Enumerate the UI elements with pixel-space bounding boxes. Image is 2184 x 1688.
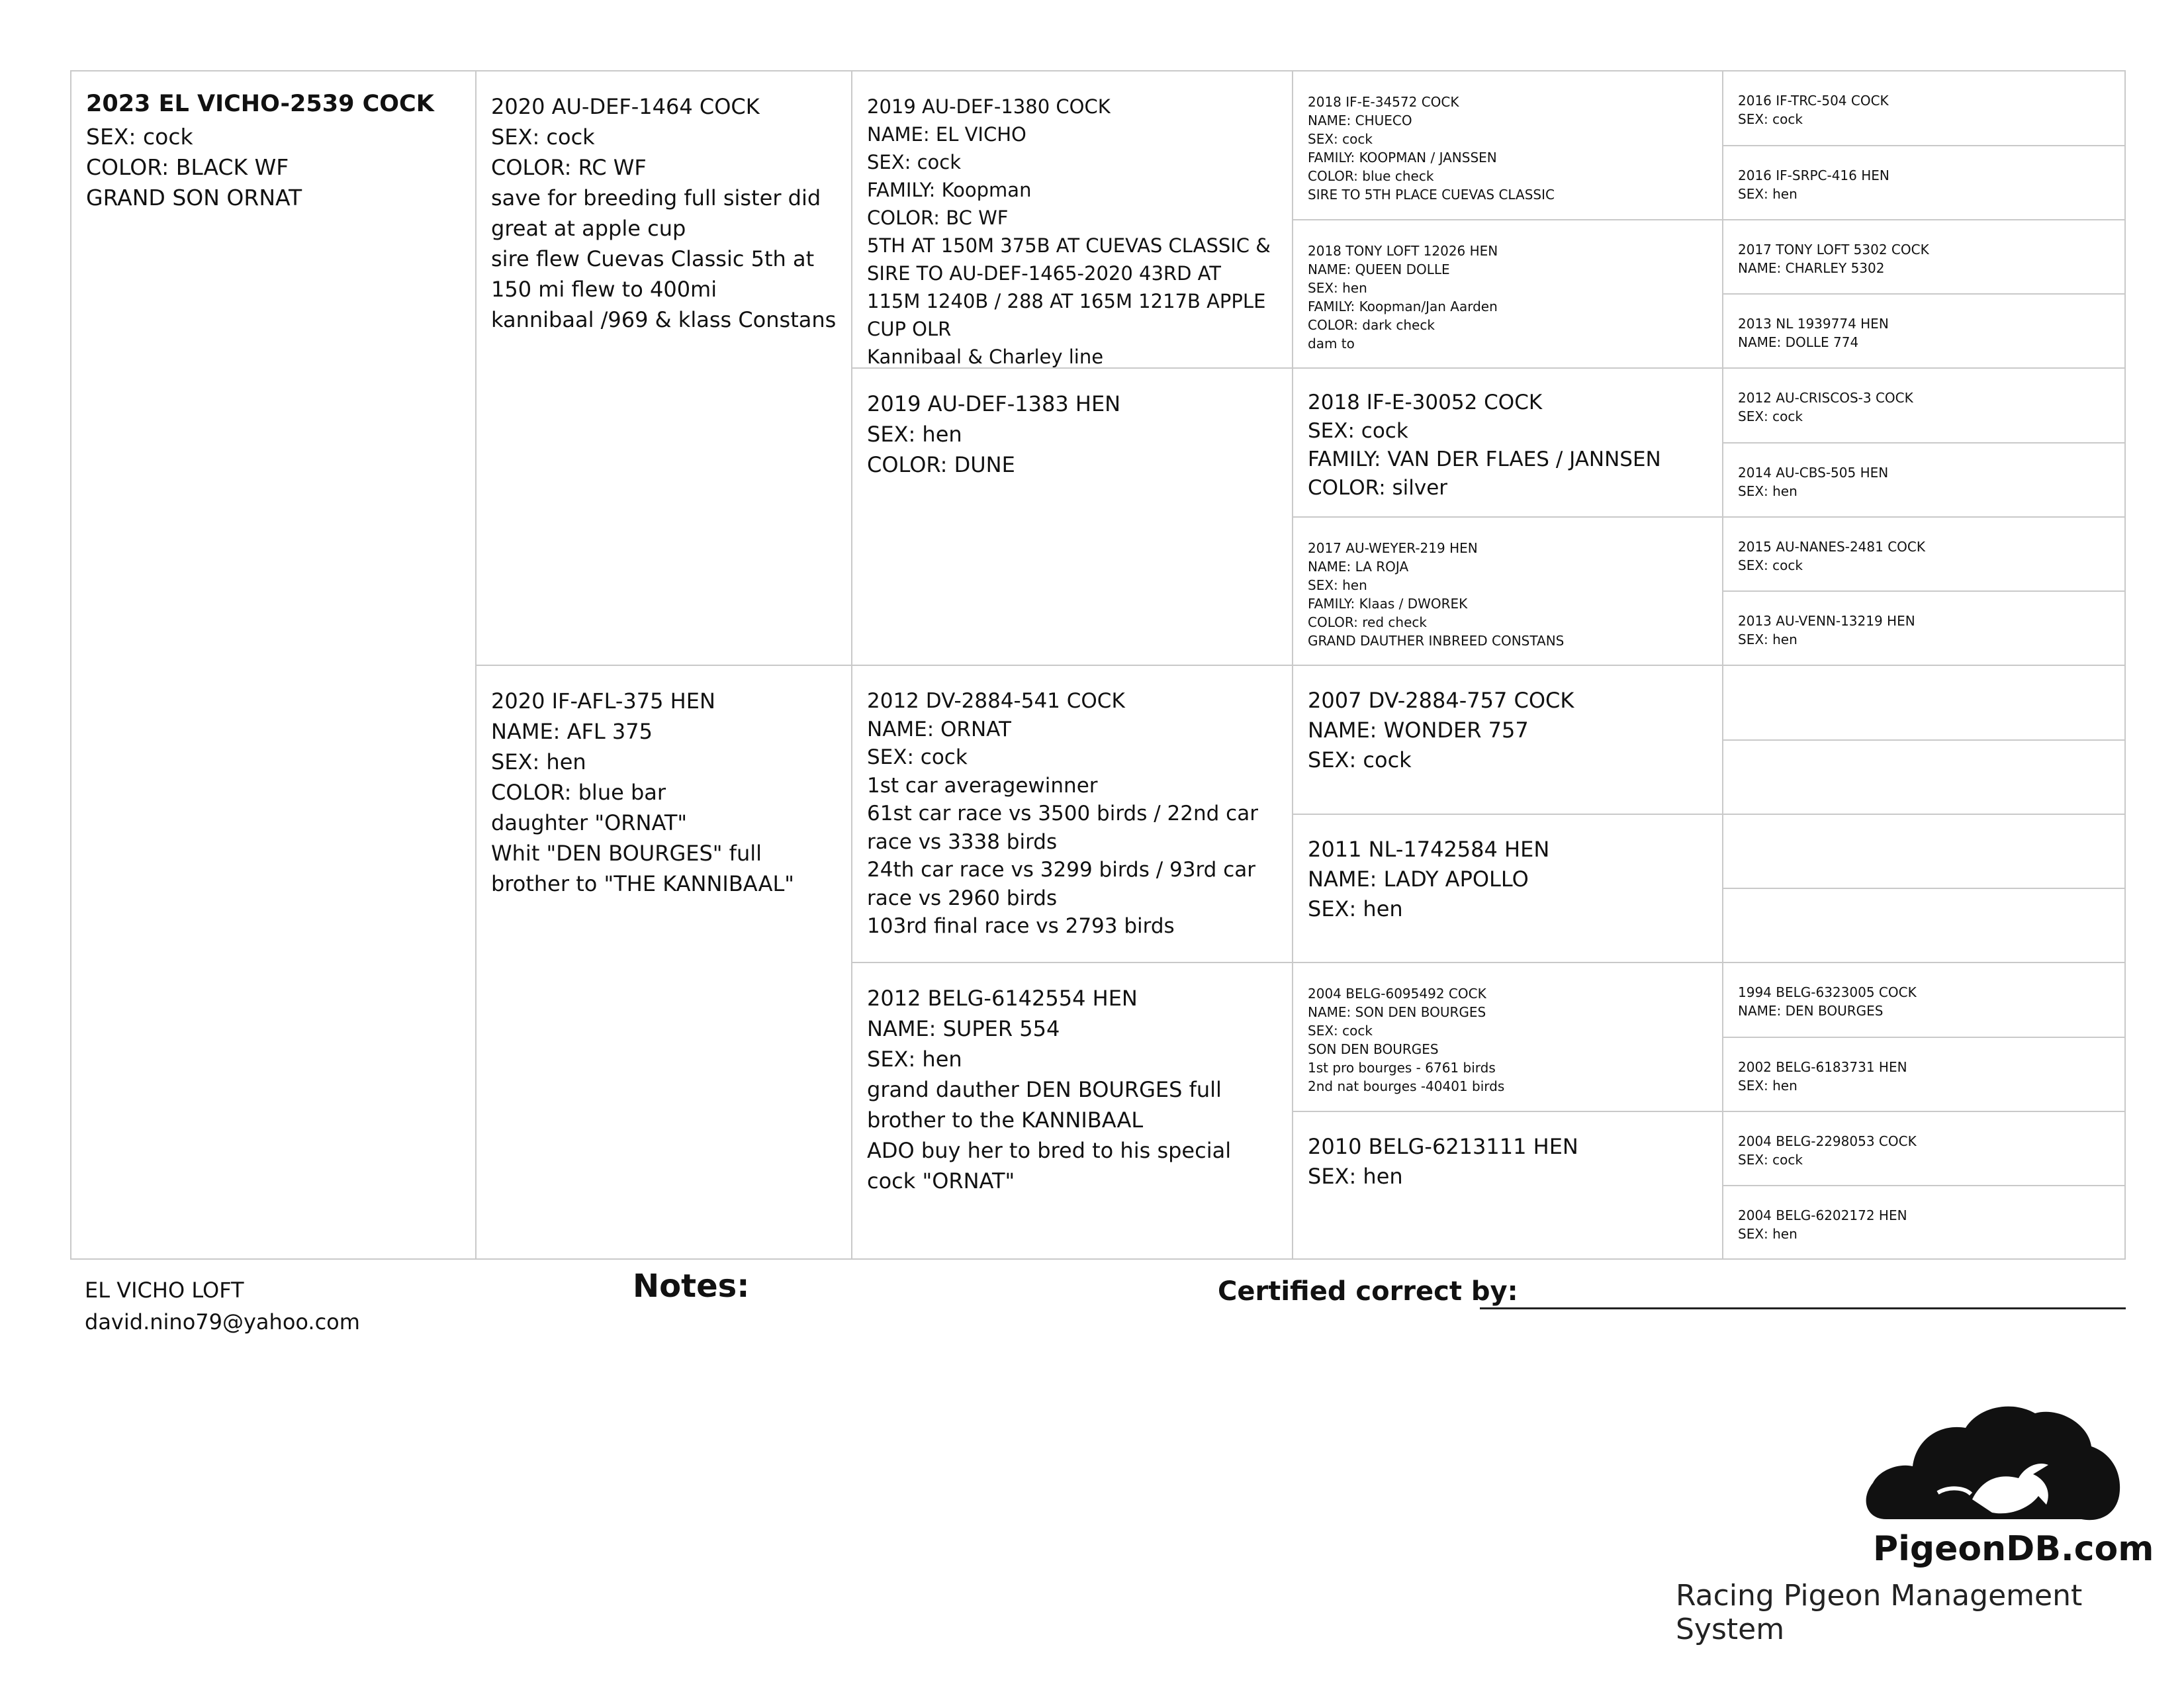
bird-line: SEX: cock <box>1738 1152 1803 1168</box>
dam-line: Whit "DEN BOURGES" full brother to "THE KANNIBAAL" <box>491 841 794 896</box>
subject-line: 2023 EL VICHO-2539 COCK <box>86 91 434 117</box>
bird-line: 1st pro bourges - 6761 birds <box>1308 1060 1496 1076</box>
bird-line: 103rd final race vs 2793 birds <box>867 914 1175 938</box>
bird-line: 2018 IF-E-30052 COCK <box>1308 391 1543 414</box>
bird-line: 2014 AU-CBS-505 HEN <box>1738 465 1889 481</box>
loft-email: david.nino79@yahoo.com <box>85 1309 360 1335</box>
bird-line: SEX: hen <box>1738 1078 1797 1094</box>
bird-line: SEX: hen <box>1308 896 1403 921</box>
dam-line: COLOR: blue bar <box>491 780 666 805</box>
signature-line <box>1480 1307 2126 1309</box>
gen4-cell <box>1723 444 2126 518</box>
bird-line: NAME: SUPER 554 <box>867 1016 1060 1041</box>
bird-line: SEX: cock <box>1308 1023 1373 1039</box>
gen4-cell <box>1723 592 2126 666</box>
bird-line: SEX: cock <box>1308 131 1373 147</box>
bird-line: dam to <box>1308 336 1355 352</box>
bird-line: SEX: cock <box>867 745 968 769</box>
gen4-cell <box>1723 71 2126 146</box>
bird-line: grand dauther DEN BOURGES full brother to the KANNIBAAL <box>867 1077 1222 1133</box>
bird-line: NAME: QUEEN DOLLE <box>1308 261 1450 277</box>
bird-line: FAMILY: Klaas / DWOREK <box>1308 596 1468 612</box>
bird-line: SEX: cock <box>867 151 962 173</box>
gen4-cell <box>1723 295 2126 369</box>
bird-line: 2004 BELG-6202172 HEN <box>1738 1207 1907 1223</box>
gen4-cell <box>1723 220 2126 295</box>
bird-line: 2016 IF-TRC-504 COCK <box>1738 93 1889 109</box>
gen4-cell <box>1723 1186 2126 1260</box>
sire-line: 2020 AU-DEF-1464 COCK <box>491 94 760 119</box>
sire-line: SEX: cock <box>491 124 595 150</box>
bird-line: 24th car race vs 3299 birds / 93rd car race vs 2960 birds <box>867 858 1255 910</box>
bird-line: SEX: cock <box>1738 408 1803 424</box>
gen4-cell <box>1723 1038 2126 1112</box>
bird-line: 2013 AU-VENN-13219 HEN <box>1738 613 1915 629</box>
bird-line: SEX: cock <box>1308 419 1408 443</box>
bird-line: SEX: cock <box>1308 747 1412 773</box>
bird-line: ADO buy her to bred to his special cock "ORNAT" <box>867 1138 1232 1194</box>
bird-line: NAME: CHARLEY 5302 <box>1738 260 1885 276</box>
gen3-cell <box>1293 1112 1723 1260</box>
gen4-cell <box>1723 963 2126 1038</box>
logo-brand: PigeonDB.com <box>1873 1529 2154 1569</box>
gen3-cell <box>1293 815 1723 963</box>
dam-cell <box>477 666 852 1260</box>
dam-line: 2020 IF-AFL-375 HEN <box>491 688 715 714</box>
subject-bird-cell <box>71 71 477 1260</box>
bird-line: COLOR: DUNE <box>867 452 1015 477</box>
bird-line: NAME: EL VICHO <box>867 123 1026 146</box>
bird-line: 2004 BELG-6095492 COCK <box>1308 986 1486 1002</box>
bird-line: SEX: hen <box>1308 577 1367 593</box>
notes-label: Notes: <box>633 1268 750 1305</box>
sire-cell <box>477 71 852 666</box>
gen4-cell-empty <box>1723 815 2126 889</box>
bird-line: NAME: SON DEN BOURGES <box>1308 1004 1486 1020</box>
bird-line: GRAND DAUTHER INBREED CONSTANS <box>1308 633 1565 649</box>
bird-line: NAME: ORNAT <box>867 717 1011 741</box>
bird-line: COLOR: silver <box>1308 476 1448 500</box>
bird-line: 2012 AU-CRISCOS-3 COCK <box>1738 390 1913 406</box>
bird-line: SIRE TO 5TH PLACE CUEVAS CLASSIC <box>1308 187 1555 203</box>
gen3-cell <box>1293 518 1723 666</box>
gen3-cell <box>1293 369 1723 518</box>
bird-line: 2012 DV-2884-541 COCK <box>867 689 1125 713</box>
bird-line: 2019 AU-DEF-1383 HEN <box>867 391 1121 416</box>
bird-line: SON DEN BOURGES <box>1308 1041 1439 1057</box>
bird-line: COLOR: dark check <box>1308 317 1435 333</box>
bird-line: SEX: hen <box>1738 1226 1797 1242</box>
certified-label: Certified correct by: <box>1218 1276 1518 1307</box>
gen4-cell-empty <box>1723 666 2126 741</box>
bird-line: 2012 BELG-6142554 HEN <box>867 986 1138 1011</box>
loft-name: EL VICHO LOFT <box>85 1278 244 1303</box>
bird-line: FAMILY: KOOPMAN / JANSSEN <box>1308 150 1497 165</box>
bird-line: 2016 IF-SRPC-416 HEN <box>1738 167 1889 183</box>
bird-line: FAMILY: VAN DER FLAES / JANNSEN <box>1308 447 1661 471</box>
bird-line: SEX: hen <box>1308 280 1367 296</box>
gen4-cell-empty <box>1723 889 2126 963</box>
gen3-cell <box>1293 71 1723 220</box>
bird-line: COLOR: blue check <box>1308 168 1434 184</box>
gen4-cell <box>1723 1112 2126 1186</box>
bird-line: SEX: hen <box>867 422 962 447</box>
bird-line: 1994 BELG-6323005 COCK <box>1738 984 1917 1000</box>
subject-line: COLOR: BLACK WF <box>86 154 289 180</box>
bird-line: NAME: LA ROJA <box>1308 559 1409 575</box>
logo-tagline: Racing Pigeon Management System <box>1676 1579 2083 1646</box>
gen4-cell <box>1723 146 2126 220</box>
bird-line: 2010 BELG-6213111 HEN <box>1308 1134 1578 1159</box>
sire-line: kannibaal /969 & klass Constans <box>491 307 837 332</box>
dam-line: daughter "ORNAT" <box>491 810 688 835</box>
gen4-cell-empty <box>1723 741 2126 815</box>
bird-line: 2018 TONY LOFT 12026 HEN <box>1308 243 1498 259</box>
pigeondb-logo-icon <box>1860 1387 2124 1546</box>
bird-line: FAMILY: Koopman <box>867 179 1032 201</box>
bird-line: FAMILY: Koopman/Jan Aarden <box>1308 299 1498 314</box>
bird-line: SEX: cock <box>1738 557 1803 573</box>
bird-line: Kannibaal & Charley line <box>867 346 1104 368</box>
bird-line: SEX: hen <box>1738 186 1797 202</box>
bird-line: 2015 AU-NANES-2481 COCK <box>1738 539 1925 555</box>
bird-line: SEX: hen <box>1738 483 1797 499</box>
bird-line: 2019 AU-DEF-1380 COCK <box>867 95 1111 118</box>
bird-line: 1st car averagewinner <box>867 773 1098 798</box>
bird-line: COLOR: BC WF <box>867 207 1009 229</box>
sire-line: COLOR: RC WF <box>491 155 647 180</box>
pedigree-chart <box>70 70 2126 1260</box>
bird-line: 2002 BELG-6183731 HEN <box>1738 1059 1907 1075</box>
bird-line: SEX: hen <box>1738 632 1797 647</box>
bird-line: SEX: hen <box>867 1047 962 1072</box>
gen3-cell <box>1293 220 1723 369</box>
subject-line: GRAND SON ORNAT <box>86 185 302 211</box>
bird-line: 2011 NL-1742584 HEN <box>1308 837 1550 862</box>
granddam-maternal-cell <box>852 963 1293 1260</box>
bird-line: NAME: DEN BOURGES <box>1738 1003 1884 1019</box>
bird-line: 5TH AT 150M 375B AT CUEVAS CLASSIC & SIRE TO AU-DEF-1465-2020 43RD AT 115M 1240B / 288 AT 165M 1217B APPLE CUP OLR <box>867 234 1271 340</box>
granddam-paternal-cell <box>852 369 1293 666</box>
bird-line: 2013 NL 1939774 HEN <box>1738 316 1889 332</box>
bird-line: 2018 IF-E-34572 COCK <box>1308 94 1459 110</box>
grandsire-maternal-cell <box>852 666 1293 963</box>
bird-line: COLOR: red check <box>1308 614 1427 630</box>
sire-line: sire flew Cuevas Classic 5th at 150 mi flew to 400mi <box>491 246 815 302</box>
gen4-cell <box>1723 518 2126 592</box>
loft-info <box>85 1274 360 1338</box>
bird-line: NAME: LADY APOLLO <box>1308 867 1529 892</box>
sire-line: save for breeding full sister did great at apple cup <box>491 185 821 241</box>
gen3-cell <box>1293 666 1723 815</box>
bird-line: 2007 DV-2884-757 COCK <box>1308 688 1574 713</box>
gen4-cell <box>1723 369 2126 444</box>
bird-line: SEX: cock <box>1738 111 1803 127</box>
bird-line: 61st car race vs 3500 birds / 22nd car race vs 3338 birds <box>867 802 1258 854</box>
bird-line: NAME: CHUECO <box>1308 113 1412 128</box>
bird-line: 2nd nat bourges -40401 birds <box>1308 1078 1505 1094</box>
bird-line: 2017 TONY LOFT 5302 COCK <box>1738 242 1929 258</box>
subject-line: SEX: cock <box>86 124 193 150</box>
grandsire-paternal-cell <box>852 71 1293 369</box>
bird-line: 2004 BELG-2298053 COCK <box>1738 1133 1917 1149</box>
dam-line: NAME: AFL 375 <box>491 719 653 744</box>
dam-line: SEX: hen <box>491 749 586 774</box>
bird-line: SEX: hen <box>1308 1164 1403 1189</box>
bird-line: NAME: WONDER 757 <box>1308 718 1529 743</box>
gen3-cell <box>1293 963 1723 1112</box>
bird-line: NAME: DOLLE 774 <box>1738 334 1859 350</box>
bird-line: 2017 AU-WEYER-219 HEN <box>1308 540 1478 556</box>
